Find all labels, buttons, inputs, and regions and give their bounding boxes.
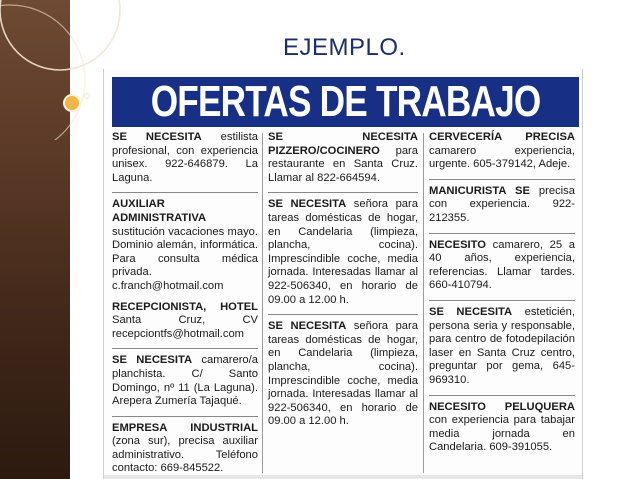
classified-ad: RECEPCIONISTA, HOTEL Santa Cruz, CV recepciontfs@hotmail.com bbox=[112, 300, 258, 340]
classified-ad: SE NECESITA señora para tareas domésticas de hogar, en Candelaria (limpieza, plancha, cocina). Imprescindible coche, media jornada. Interesadas llamar al 922-506340, en horario de 09.00 a 12.00 h. bbox=[268, 198, 418, 306]
classified-ad: NECESITO camarero, 25 a 40 años, experiencia, referencias. Llamar tardes. 660-410794. bbox=[429, 238, 575, 292]
ad-divider bbox=[112, 348, 258, 349]
ads-column-2 bbox=[268, 131, 418, 436]
ads-column-3 bbox=[429, 131, 575, 462]
slide-title: EJEMPLO. bbox=[283, 34, 406, 61]
classified-ad: NECESITO PELUQUERA con experiencia para tabajar media jornada en Candelaria. 609-391055. bbox=[429, 400, 575, 454]
banner-title: OFERTAS DE TRABAJO bbox=[150, 77, 541, 126]
newspaper-clipping bbox=[103, 69, 583, 479]
classified-ad: CERVECERÍA PRECISA camarero experiencia, urgente. 605-379142, Adeje. bbox=[429, 131, 575, 171]
classified-ad: SE NECESITA señora para tareas domésticas de hogar, en Candelaria (limpieza, plancha, cocina). Imprescindible coche, media jornada. Interesadas llamar al 922-506340, en horario de 09.00 a 12.00 h. bbox=[268, 320, 418, 428]
ad-divider bbox=[112, 192, 258, 193]
classified-ad: EMPRESA INDUSTRIAL (zona sur), precisa auxiliar administrativo. Teléfono contacto: 669-845522. bbox=[112, 421, 258, 475]
ad-divider bbox=[268, 192, 418, 193]
ad-divider bbox=[268, 314, 418, 315]
ad-divider bbox=[429, 233, 575, 234]
ad-divider bbox=[112, 416, 258, 417]
classified-ad: AUXILIAR ADMINISTRATIVA sustitución vacaciones mayo. Dominio alemán, informática. Para consulta médica privada. c.franch@hotmail.com bbox=[112, 198, 258, 292]
job-offers-banner bbox=[112, 77, 579, 127]
ads-column-1 bbox=[112, 131, 258, 479]
classified-ad: SE NECESITA PIZZERO/COCINERO para restaurante en Santa Cruz. Llamar al 822-664594. bbox=[268, 131, 418, 184]
column-rule bbox=[262, 133, 263, 473]
column-rule bbox=[423, 133, 424, 473]
clipping-bottom-edge bbox=[104, 475, 582, 479]
ad-divider bbox=[429, 179, 575, 180]
ad-divider bbox=[429, 395, 575, 396]
classified-ad: SE NECESITA estilista profesional, con experiencia unisex. 922-646879. La Laguna. bbox=[112, 131, 258, 184]
ad-divider bbox=[429, 300, 575, 301]
classified-ad: SE NECESITA camarero/a planchista. C/ Santo Domingo, nº 11 (La Laguna). Arepera Zumería Tajaqué. bbox=[112, 354, 258, 408]
classified-ad: SE NECESITA esteticién, persona seria y responsable, para centro de fotodepilación laser en Santa Cruz centro, preguntar por gema, 645-969310. bbox=[429, 305, 575, 386]
classified-ad: MANICURISTA SE precisa con experiencia. 922-212355. bbox=[429, 184, 575, 224]
